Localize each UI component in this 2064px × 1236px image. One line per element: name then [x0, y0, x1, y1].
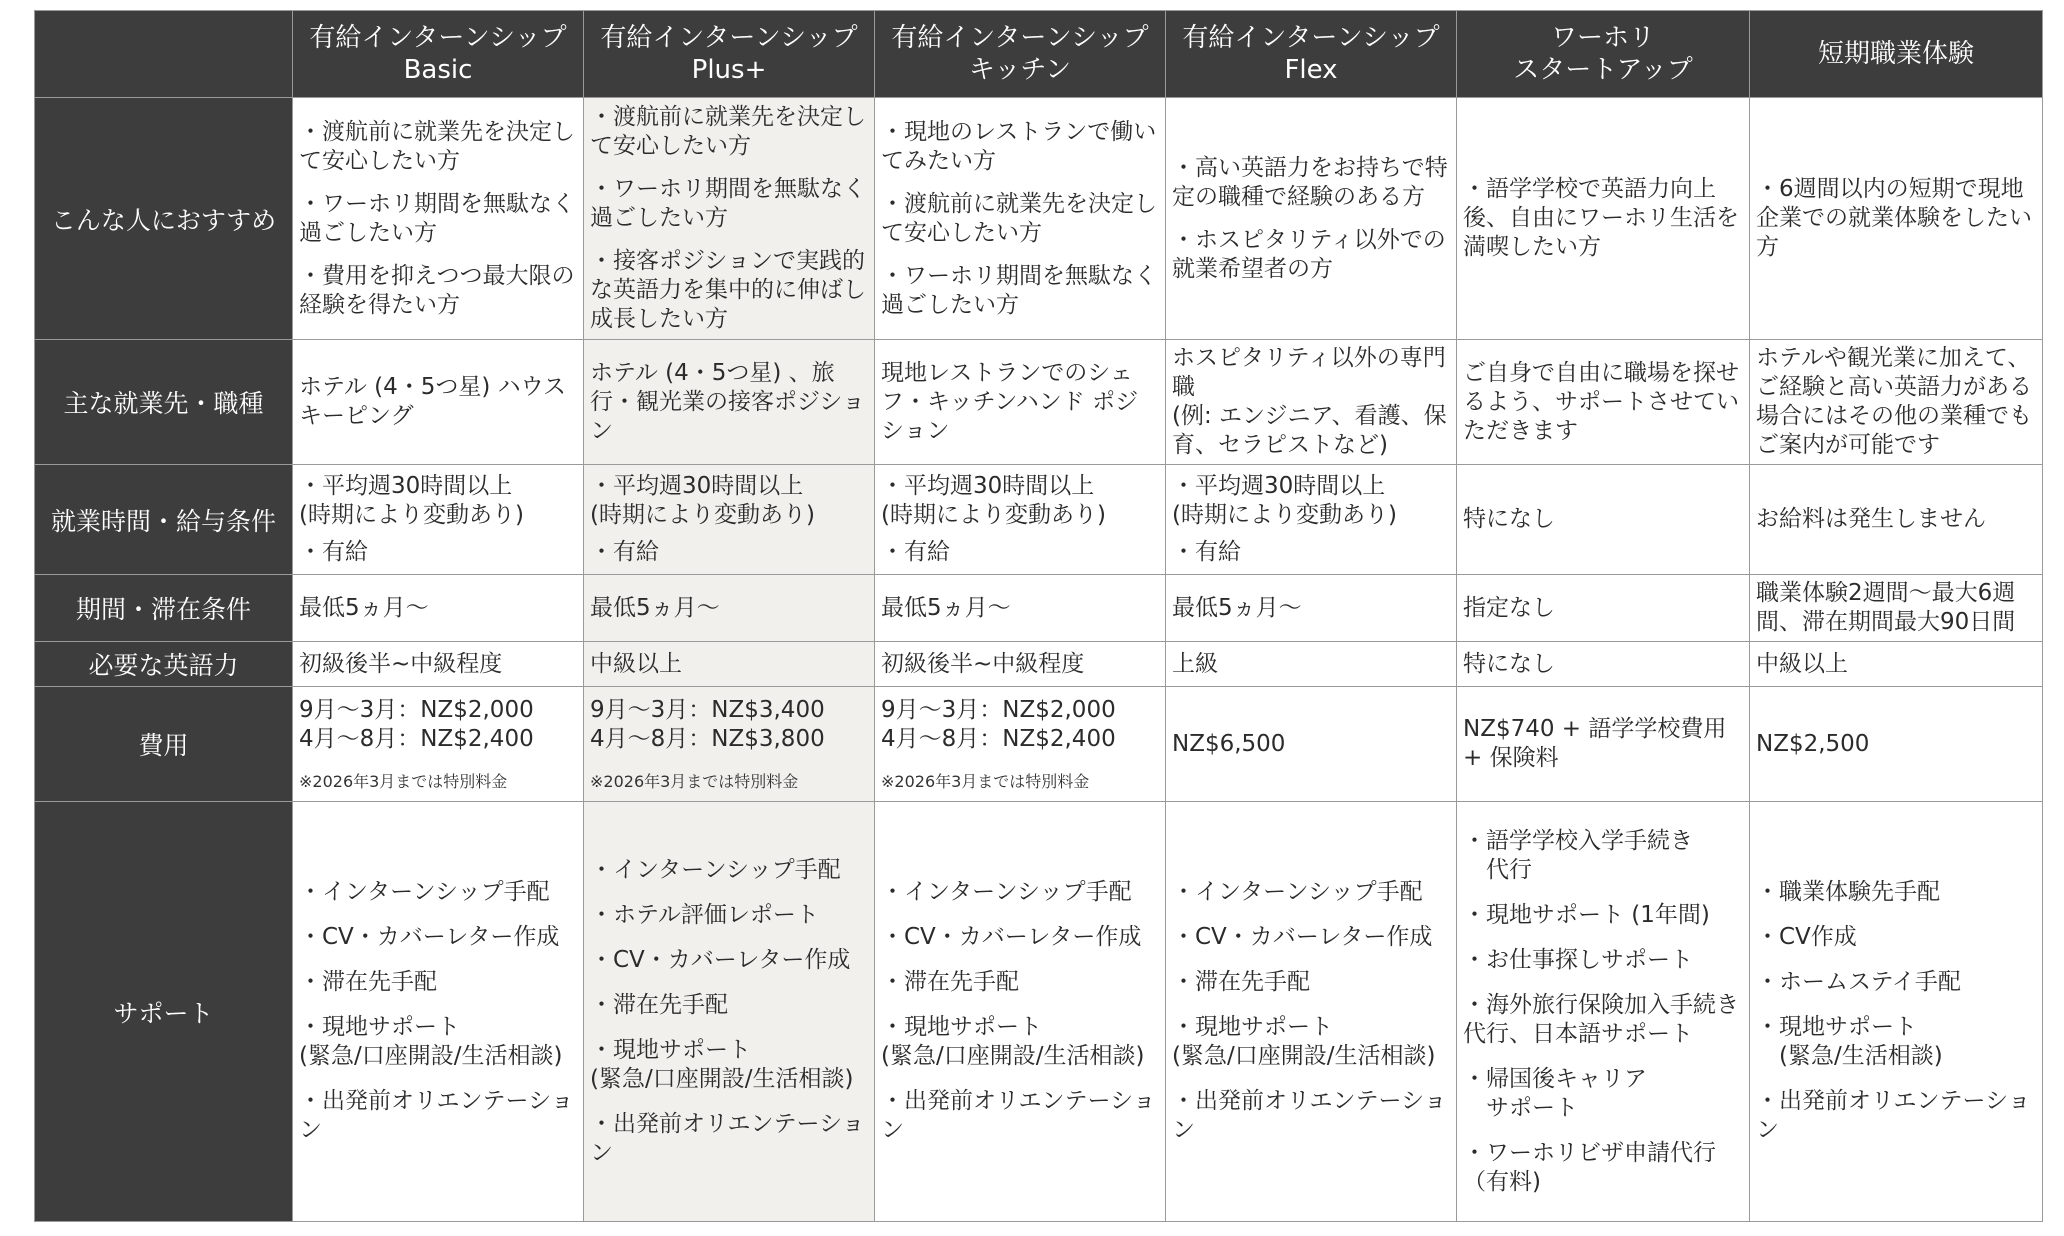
support-item: ・ワーホリビザ申請代行 （有料) [1463, 1139, 1716, 1195]
cost-note: ※2026年3月までは特別料金 [881, 772, 1090, 791]
cell-english-short-term: 中級以上 [1750, 642, 2043, 687]
cell-employer-startup: ご自身で自由に職場を探せるよう、サポートさせていただきます [1457, 340, 1750, 465]
row-english [35, 642, 2043, 687]
cell-support-plus [584, 802, 875, 1222]
row-label-hours: 就業時間・給与条件 [35, 465, 293, 575]
support-item: ・CV・カバーレター作成 [1172, 924, 1433, 950]
support-item: ・現地サポート (緊急/生活相談) [1756, 1014, 1943, 1069]
header-row [35, 11, 2043, 98]
support-item: ・現地サポート (緊急/口座開設/生活相談) [1172, 1014, 1436, 1069]
support-item: ・ホームステイ手配 [1756, 969, 1961, 995]
cell-employer-plus: ホテル (4・5つ星) 、旅行・観光業の接客ポジション [584, 340, 875, 465]
row-label-employer: 主な就業先・職種 [35, 340, 293, 465]
support-item: ・インターンシップ手配 [881, 879, 1132, 905]
program-comparison-table [34, 10, 2043, 1222]
support-item: ・インターンシップ手配 [1172, 879, 1423, 905]
support-item: ・現地サポート (緊急/口座開設/生活相談) [299, 1014, 563, 1069]
support-item: ・ホテル評価レポート [590, 901, 819, 928]
support-item: ・出発前オリエンテーション [1756, 1088, 2031, 1143]
row-label-period: 期間・滞在条件 [35, 575, 293, 642]
row-employer [35, 340, 2043, 465]
support-item: ・出発前オリエンテーション [590, 1110, 865, 1166]
support-item: ・滞在先手配 [299, 969, 437, 995]
cell-cost-plus: 9月〜3月：NZ$3,400 4月〜8月：NZ$3,800 ※2026年3月までは特別料金 [584, 687, 875, 802]
support-item: ・現地サポート (緊急/口座開設/生活相談) [590, 1036, 854, 1092]
support-item: ・現地サポート (1年間) [1463, 901, 1710, 928]
cell-english-kitchen: 初級後半~中級程度 [875, 642, 1166, 687]
row-label-support: サポート [35, 802, 293, 1222]
support-item: ・帰国後キャリア サポート [1463, 1065, 1647, 1121]
cell-employer-basic: ホテル (4・5つ星) ハウスキーピング [293, 340, 584, 465]
row-recommend [35, 98, 2043, 340]
cell-hours-startup: 特になし [1457, 465, 1750, 575]
col-header-short-term: 短期職業体験 [1750, 11, 2043, 98]
support-item: ・海外旅行保険加入手続き代行、日本語サポート [1463, 991, 1739, 1047]
support-item: ・職業体験先手配 [1756, 879, 1940, 905]
col-header-plus: 有給インターンシップ Plus+ [584, 11, 875, 98]
row-label-english: 必要な英語力 [35, 642, 293, 687]
col-header-basic: 有給インターンシップ Basic [293, 11, 584, 98]
comparison-table-wrapper [34, 10, 2042, 1222]
cell-support-flex [1166, 802, 1457, 1222]
cell-recommend-plus: ・渡航前に就業先を決定して安心したい方 ・ワーホリ期間を無駄なく過ごしたい方 ・接客ポジションで実践的な英語力を集中的に伸ばし成長したい方 [584, 98, 875, 340]
row-support [35, 802, 2043, 1222]
row-label-recommend: こんな人におすすめ [35, 98, 293, 340]
support-item: ・出発前オリエンテーション [1172, 1088, 1447, 1143]
cell-support-kitchen [875, 802, 1166, 1222]
cell-hours-plus: ・平均週30時間以上 (時期により変動あり) ・有給 [584, 465, 875, 575]
cell-support-basic [293, 802, 584, 1222]
cell-period-basic: 最低5ヵ月〜 [293, 575, 584, 642]
cell-support-short-term [1750, 802, 2043, 1222]
cell-english-startup: 特になし [1457, 642, 1750, 687]
col-header-kitchen: 有給インターンシップ キッチン [875, 11, 1166, 98]
cell-cost-short-term: NZ$2,500 [1750, 687, 2043, 802]
cell-hours-short-term: お給料は発生しません [1750, 465, 2043, 575]
support-item: ・CV・カバーレター作成 [299, 924, 560, 950]
cell-english-flex: 上級 [1166, 642, 1457, 687]
support-item: ・インターンシップ手配 [590, 856, 841, 883]
support-item: ・インターンシップ手配 [299, 879, 550, 905]
row-label-cost: 費用 [35, 687, 293, 802]
support-item: ・現地サポート (緊急/口座開設/生活相談) [881, 1014, 1145, 1069]
corner-cell [35, 11, 293, 98]
support-item: ・語学学校入学手続き 代行 [1463, 827, 1693, 883]
col-header-startup: ワーホリ スタートアップ [1457, 11, 1750, 98]
support-item: ・CV・カバーレター作成 [881, 924, 1142, 950]
cell-employer-short-term: ホテルや観光業に加えて、ご経験と高い英語力がある場合にはその他の業種でもご案内が可能です [1750, 340, 2043, 465]
support-item: ・CV・カバーレター作成 [590, 946, 851, 973]
cell-period-startup: 指定なし [1457, 575, 1750, 642]
support-item: ・CV作成 [1756, 924, 1857, 950]
cell-cost-kitchen: 9月〜3月：NZ$2,000 4月〜8月：NZ$2,400 ※2026年3月までは特別料金 [875, 687, 1166, 802]
row-hours [35, 465, 2043, 575]
cell-hours-flex: ・平均週30時間以上 (時期により変動あり) ・有給 [1166, 465, 1457, 575]
support-item: ・滞在先手配 [881, 969, 1019, 995]
cell-cost-basic: 9月〜3月：NZ$2,000 4月〜8月：NZ$2,400 ※2026年3月までは特別料金 [293, 687, 584, 802]
cost-note: ※2026年3月までは特別料金 [299, 772, 508, 791]
support-item: ・出発前オリエンテーション [299, 1088, 574, 1143]
cell-hours-kitchen: ・平均週30時間以上 (時期により変動あり) ・有給 [875, 465, 1166, 575]
cell-support-startup [1457, 802, 1750, 1222]
support-item: ・出発前オリエンテーション [881, 1088, 1156, 1143]
support-item: ・滞在先手配 [590, 991, 728, 1018]
cell-recommend-startup: ・語学学校で英語力向上後、自由にワーホリ生活を満喫したい方 [1457, 98, 1750, 340]
cell-cost-startup: NZ$740 + 語学学校費用 + 保険料 [1457, 687, 1750, 802]
cell-recommend-flex: ・高い英語力をお持ちで特定の職種で経験のある方 ・ホスピタリティ以外での就業希望者の方 [1166, 98, 1457, 340]
support-item: ・お仕事探しサポート [1463, 946, 1693, 973]
cell-period-kitchen: 最低5ヵ月〜 [875, 575, 1166, 642]
support-item: ・滞在先手配 [1172, 969, 1310, 995]
col-header-flex: 有給インターンシップ Flex [1166, 11, 1457, 98]
cell-period-short-term: 職業体験2週間〜最大6週間、滞在期間最大90日間 [1750, 575, 2043, 642]
cell-recommend-kitchen: ・現地のレストランで働いてみたい方 ・渡航前に就業先を決定して安心したい方 ・ワーホリ期間を無駄なく過ごしたい方 [875, 98, 1166, 340]
cell-recommend-basic: ・渡航前に就業先を決定して安心したい方 ・ワーホリ期間を無駄なく過ごしたい方 ・費用を抑えつつ最大限の経験を得たい方 [293, 98, 584, 340]
row-cost [35, 687, 2043, 802]
cell-english-basic: 初級後半~中級程度 [293, 642, 584, 687]
cell-employer-kitchen: 現地レストランでのシェフ・キッチンハンド ポジション [875, 340, 1166, 465]
cell-employer-flex: ホスピタリティ以外の専門職 (例: エンジニア、看護、保育、セラピストなど) [1166, 340, 1457, 465]
cost-note: ※2026年3月までは特別料金 [590, 772, 799, 791]
cell-cost-flex: NZ$6,500 [1166, 687, 1457, 802]
cell-english-plus: 中級以上 [584, 642, 875, 687]
row-period [35, 575, 2043, 642]
cell-hours-basic: ・平均週30時間以上 (時期により変動あり) ・有給 [293, 465, 584, 575]
cell-period-plus: 最低5ヵ月〜 [584, 575, 875, 642]
cell-period-flex: 最低5ヵ月〜 [1166, 575, 1457, 642]
cell-recommend-short-term: ・6週間以内の短期で現地企業での就業体験をしたい方 [1750, 98, 2043, 340]
